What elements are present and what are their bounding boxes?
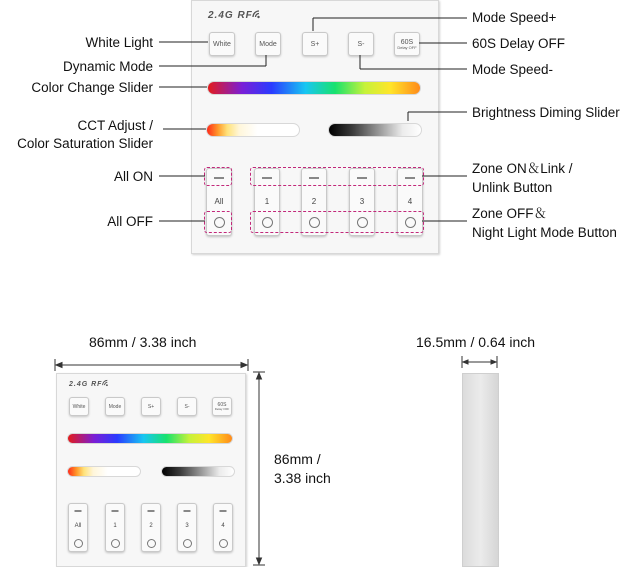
zone-off-label-line1: Zone OFF＆ xyxy=(472,206,548,221)
speed-minus-button-small[interactable] xyxy=(177,397,197,416)
zone-off-label-line2: Night Light Mode Button xyxy=(472,225,617,240)
zone-label: All xyxy=(214,197,224,206)
zone-label: All xyxy=(74,523,82,529)
zone-label: 1 xyxy=(113,523,117,529)
zone-column-2-small[interactable] xyxy=(141,503,161,552)
depth-dimension-label: 16.5mm / 0.64 inch xyxy=(416,334,536,350)
zone-label: 2 xyxy=(149,523,153,529)
color-change-slider-label: Color Change Slider xyxy=(31,80,153,95)
cct-adjust-label-line1: CCT Adjust / xyxy=(77,118,153,133)
zone-on-bar xyxy=(112,510,119,512)
mode-button-label: Mode xyxy=(259,40,277,48)
delay-off-button-label: 60S xyxy=(400,38,414,46)
zone-off-ring xyxy=(147,539,156,548)
speed-plus-button-small[interactable] xyxy=(141,397,161,416)
all-on-label: All ON xyxy=(113,169,153,184)
zone-column-3-small[interactable] xyxy=(177,503,197,552)
remote-side-profile xyxy=(462,373,499,567)
speed-plus-button-label: S+ xyxy=(310,40,320,48)
wifi-signal-icon-small xyxy=(101,377,112,387)
zone-on-bar xyxy=(148,510,155,512)
white-button-small-label: White xyxy=(72,403,86,410)
zone-label: 2 xyxy=(311,197,317,206)
white-button-small[interactable] xyxy=(69,397,89,416)
depth-dimension-line xyxy=(461,355,499,369)
zone-on-bar xyxy=(220,510,227,512)
mode-speed-minus-label: Mode Speed- xyxy=(472,62,554,77)
cct-adjust-label-line2: Color Saturation Slider xyxy=(17,136,153,151)
delay-off-button-small-sublabel: Delay OFF xyxy=(214,407,230,411)
speed-minus-button-small-label: S- xyxy=(184,403,190,410)
white-light-label: White Light xyxy=(85,35,153,50)
height-dimension-label-line1: 86mm / xyxy=(274,451,321,467)
width-dimension-label: 86mm / 3.38 inch xyxy=(89,334,197,350)
brightness-slider-small[interactable] xyxy=(161,466,235,477)
speed-minus-button-label: S- xyxy=(357,40,365,48)
mode-button-small[interactable] xyxy=(105,397,125,416)
delay-off-button-small-label: 60S xyxy=(217,402,227,408)
zone-column-4-small[interactable] xyxy=(213,503,233,552)
zone-label: 1 xyxy=(264,197,270,206)
mode-speed-plus-label: Mode Speed+ xyxy=(472,10,557,25)
all-off-label: All OFF xyxy=(107,214,153,229)
zone-off-ring xyxy=(74,539,83,548)
zone-column-1-small[interactable] xyxy=(105,503,125,552)
color-change-slider-small[interactable] xyxy=(67,433,233,444)
delay-off-button-small[interactable] xyxy=(212,397,232,416)
height-dimension-label-line2: 3.38 inch xyxy=(274,470,331,486)
zone-on-label-line2: Unlink Button xyxy=(472,180,553,195)
zone-on-bar xyxy=(184,510,191,512)
zone-label: 3 xyxy=(185,523,189,529)
zone-column-all-small[interactable] xyxy=(68,503,88,552)
zone-label: 4 xyxy=(221,523,225,529)
brightness-slider-label: Brightness Diming Slider xyxy=(472,105,620,120)
brand-label: 2.4G RF xyxy=(208,10,253,21)
zone-on-label-line1: Zone ON＆Link / xyxy=(472,161,573,176)
delay-off-button-sublabel: Delay OFF xyxy=(397,44,417,50)
height-dimension-line xyxy=(252,371,266,567)
zone-on-bar xyxy=(75,510,82,512)
zone-off-ring xyxy=(219,539,228,548)
mode-button-small-label: Mode xyxy=(108,403,122,410)
width-dimension-line xyxy=(54,358,250,372)
zone-label: 3 xyxy=(359,197,365,206)
delay-off-label: 60S Delay OFF xyxy=(472,36,566,51)
white-button-label: White xyxy=(213,40,231,48)
zone-off-ring xyxy=(111,539,120,548)
zone-label: 4 xyxy=(407,197,413,206)
brand-label-small: 2.4G RF xyxy=(69,381,103,388)
cct-saturation-slider-small[interactable] xyxy=(67,466,141,477)
dynamic-mode-label: Dynamic Mode xyxy=(62,59,153,74)
zone-off-ring xyxy=(183,539,192,548)
speed-plus-button-small-label: S+ xyxy=(147,403,155,410)
